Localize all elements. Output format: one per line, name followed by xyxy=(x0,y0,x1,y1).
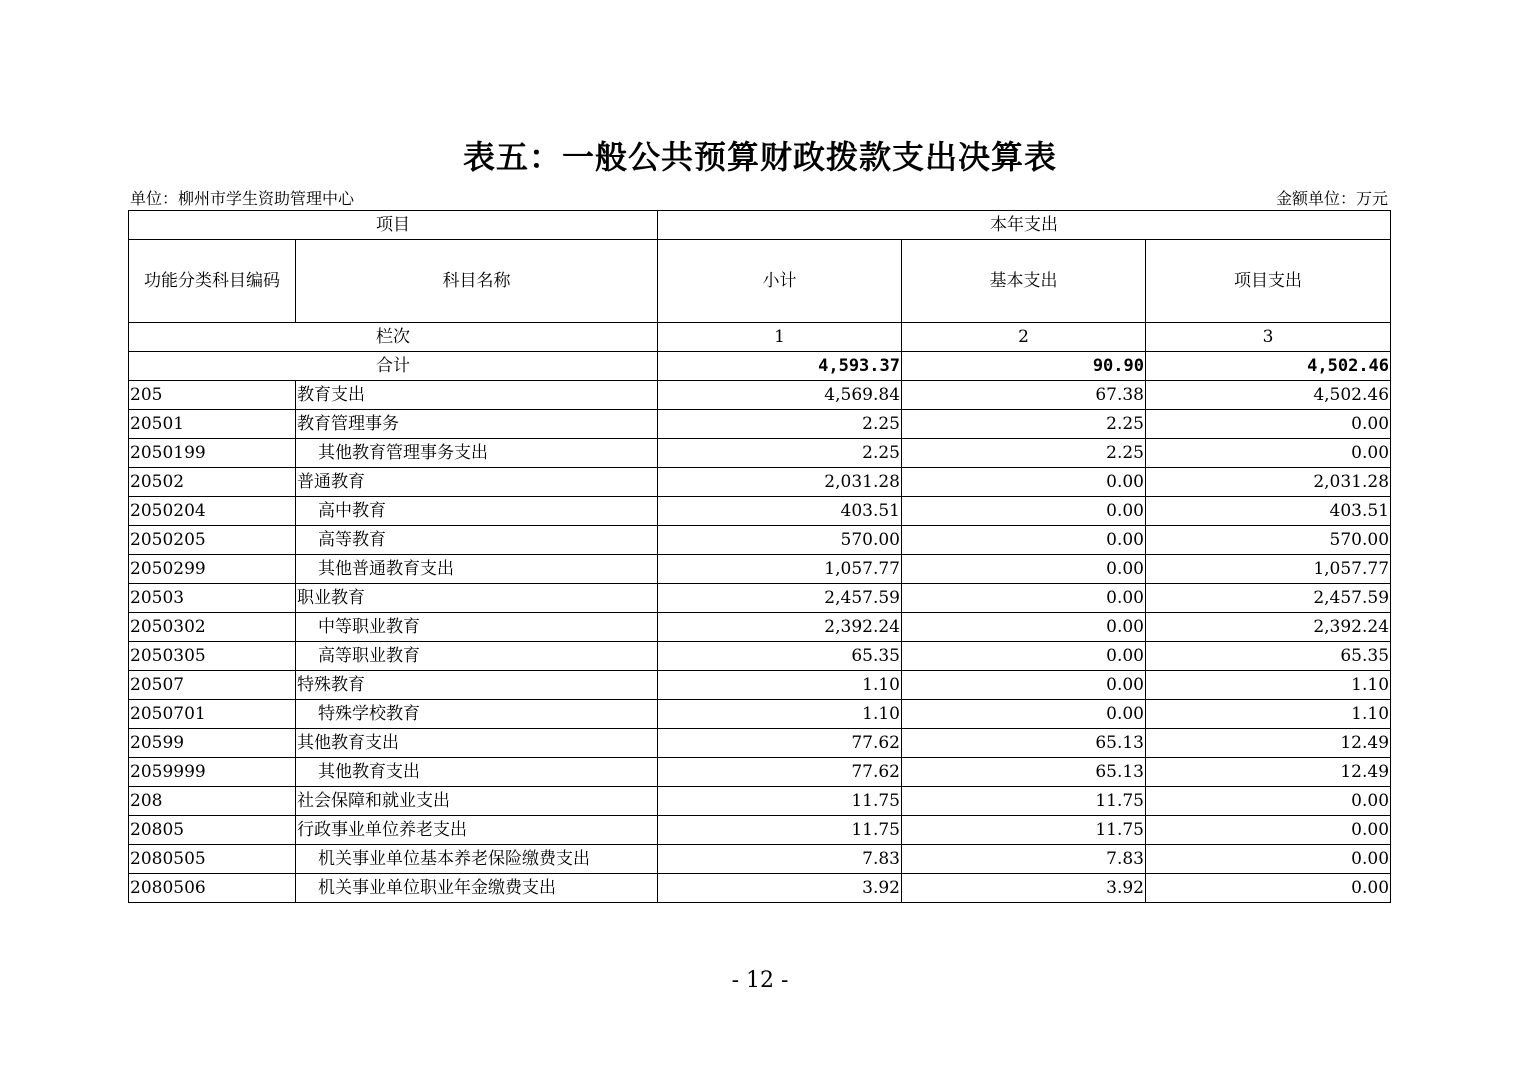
row-project: 2,457.59 xyxy=(1146,584,1391,613)
row-subtotal: 77.62 xyxy=(658,729,902,758)
row-subtotal: 2.25 xyxy=(658,439,902,468)
row-project: 12.49 xyxy=(1146,729,1391,758)
row-project: 65.35 xyxy=(1146,642,1391,671)
row-subtotal: 65.35 xyxy=(658,642,902,671)
row-basic: 0.00 xyxy=(902,642,1146,671)
row-project: 570.00 xyxy=(1146,526,1391,555)
row-code: 20503 xyxy=(129,584,296,613)
row-project: 0.00 xyxy=(1146,845,1391,874)
row-name: 其他普通教育支出 xyxy=(296,555,658,584)
row-basic: 0.00 xyxy=(902,613,1146,642)
row-code: 2050305 xyxy=(129,642,296,671)
table-body xyxy=(129,381,1391,903)
row-name: 社会保障和就业支出 xyxy=(296,787,658,816)
row-code: 20599 xyxy=(129,729,296,758)
row-basic: 0.00 xyxy=(902,671,1146,700)
header-basic: 基本支出 xyxy=(902,240,1146,323)
row-basic: 11.75 xyxy=(902,787,1146,816)
row-basic: 67.38 xyxy=(902,381,1146,410)
row-subtotal: 77.62 xyxy=(658,758,902,787)
row-project: 0.00 xyxy=(1146,787,1391,816)
page-title: 表五：一般公共预算财政拨款支出决算表 xyxy=(462,138,1057,176)
row-project: 0.00 xyxy=(1146,410,1391,439)
table-row xyxy=(129,584,1391,613)
header-name: 科目名称 xyxy=(296,240,658,323)
column-number-label: 栏次 xyxy=(129,323,658,352)
row-project: 1.10 xyxy=(1146,700,1391,729)
row-code: 2050205 xyxy=(129,526,296,555)
table-row xyxy=(129,845,1391,874)
row-project: 2,392.24 xyxy=(1146,613,1391,642)
column-number-2: 2 xyxy=(902,323,1146,352)
row-subtotal: 11.75 xyxy=(658,787,902,816)
header-current-year: 本年支出 xyxy=(658,211,1391,240)
row-name: 特殊学校教育 xyxy=(296,700,658,729)
total-basic: 90.90 xyxy=(902,352,1146,381)
row-project: 403.51 xyxy=(1146,497,1391,526)
header-row-1 xyxy=(129,211,1391,240)
total-subtotal: 4,593.37 xyxy=(658,352,902,381)
expenditure-table xyxy=(128,210,1391,903)
row-subtotal: 2,031.28 xyxy=(658,468,902,497)
row-basic: 0.00 xyxy=(902,555,1146,584)
row-code: 208 xyxy=(129,787,296,816)
table-row xyxy=(129,642,1391,671)
row-subtotal: 4,569.84 xyxy=(658,381,902,410)
table-row xyxy=(129,555,1391,584)
row-code: 2050302 xyxy=(129,613,296,642)
row-name: 教育支出 xyxy=(296,381,658,410)
row-project: 1.10 xyxy=(1146,671,1391,700)
row-code: 2080505 xyxy=(129,845,296,874)
row-project: 0.00 xyxy=(1146,816,1391,845)
row-basic: 2.25 xyxy=(902,439,1146,468)
table-row xyxy=(129,729,1391,758)
row-project: 4,502.46 xyxy=(1146,381,1391,410)
table-row xyxy=(129,874,1391,903)
table-row xyxy=(129,468,1391,497)
table-row xyxy=(129,613,1391,642)
page-number: - 12 - xyxy=(731,968,789,993)
row-code: 2050199 xyxy=(129,439,296,468)
table-row xyxy=(129,410,1391,439)
total-row xyxy=(129,352,1391,381)
row-name: 教育管理事务 xyxy=(296,410,658,439)
row-name: 行政事业单位养老支出 xyxy=(296,816,658,845)
row-subtotal: 403.51 xyxy=(658,497,902,526)
header-project-expense: 项目支出 xyxy=(1146,240,1391,323)
row-basic: 7.83 xyxy=(902,845,1146,874)
row-name: 中等职业教育 xyxy=(296,613,658,642)
row-name: 职业教育 xyxy=(296,584,658,613)
row-name: 高中教育 xyxy=(296,497,658,526)
row-code: 2080506 xyxy=(129,874,296,903)
row-project: 2,031.28 xyxy=(1146,468,1391,497)
total-label: 合计 xyxy=(129,352,658,381)
row-code: 20805 xyxy=(129,816,296,845)
table-row xyxy=(129,816,1391,845)
header-code: 功能分类科目编码 xyxy=(129,240,296,323)
row-subtotal: 1,057.77 xyxy=(658,555,902,584)
row-code: 2050299 xyxy=(129,555,296,584)
row-code: 2050701 xyxy=(129,700,296,729)
row-basic: 0.00 xyxy=(902,468,1146,497)
row-code: 205 xyxy=(129,381,296,410)
table-row xyxy=(129,497,1391,526)
row-code: 20502 xyxy=(129,468,296,497)
row-subtotal: 11.75 xyxy=(658,816,902,845)
row-name: 其他教育支出 xyxy=(296,758,658,787)
row-code: 20507 xyxy=(129,671,296,700)
row-basic: 2.25 xyxy=(902,410,1146,439)
row-basic: 0.00 xyxy=(902,700,1146,729)
row-subtotal: 1.10 xyxy=(658,700,902,729)
column-number-3: 3 xyxy=(1146,323,1391,352)
table-row xyxy=(129,439,1391,468)
row-name: 高等教育 xyxy=(296,526,658,555)
row-project: 1,057.77 xyxy=(1146,555,1391,584)
row-subtotal: 1.10 xyxy=(658,671,902,700)
table-row xyxy=(129,700,1391,729)
row-basic: 11.75 xyxy=(902,816,1146,845)
row-name: 机关事业单位基本养老保险缴费支出 xyxy=(296,845,658,874)
column-number-1: 1 xyxy=(658,323,902,352)
row-name: 机关事业单位职业年金缴费支出 xyxy=(296,874,658,903)
table-row xyxy=(129,526,1391,555)
row-code: 20501 xyxy=(129,410,296,439)
row-basic: 0.00 xyxy=(902,526,1146,555)
row-name: 普通教育 xyxy=(296,468,658,497)
table-row xyxy=(129,758,1391,787)
header-row-2 xyxy=(129,240,1391,323)
row-subtotal: 2,392.24 xyxy=(658,613,902,642)
row-basic: 0.00 xyxy=(902,497,1146,526)
row-project: 0.00 xyxy=(1146,874,1391,903)
row-project: 12.49 xyxy=(1146,758,1391,787)
row-basic: 0.00 xyxy=(902,584,1146,613)
row-subtotal: 2,457.59 xyxy=(658,584,902,613)
row-basic: 65.13 xyxy=(902,729,1146,758)
table-row xyxy=(129,787,1391,816)
header-project: 项目 xyxy=(129,211,658,240)
row-subtotal: 7.83 xyxy=(658,845,902,874)
row-code: 2050204 xyxy=(129,497,296,526)
row-name: 特殊教育 xyxy=(296,671,658,700)
row-project: 0.00 xyxy=(1146,439,1391,468)
column-number-row xyxy=(129,323,1391,352)
row-basic: 65.13 xyxy=(902,758,1146,787)
row-code: 2059999 xyxy=(129,758,296,787)
row-name: 其他教育支出 xyxy=(296,729,658,758)
table-row xyxy=(129,671,1391,700)
header-subtotal: 小计 xyxy=(658,240,902,323)
row-name: 高等职业教育 xyxy=(296,642,658,671)
table-row xyxy=(129,381,1391,410)
row-basic: 3.92 xyxy=(902,874,1146,903)
row-subtotal: 3.92 xyxy=(658,874,902,903)
row-subtotal: 570.00 xyxy=(658,526,902,555)
unit-name: 单位：柳州市学生资助管理中心 xyxy=(130,189,355,208)
row-subtotal: 2.25 xyxy=(658,410,902,439)
total-project: 4,502.46 xyxy=(1146,352,1391,381)
row-name: 其他教育管理事务支出 xyxy=(296,439,658,468)
currency-unit: 金额单位：万元 xyxy=(1275,189,1388,208)
